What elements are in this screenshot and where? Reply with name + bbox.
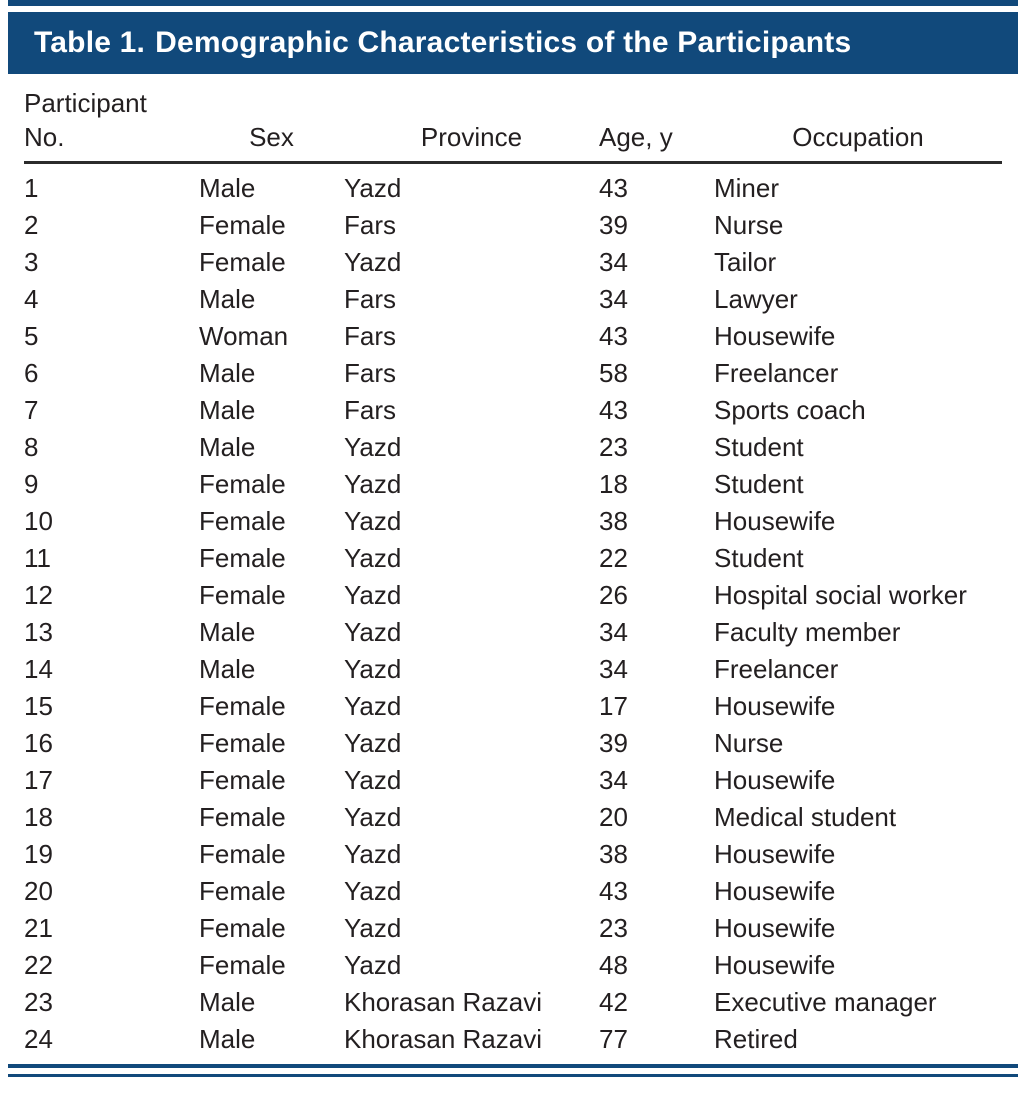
table-row — [24, 984, 1002, 1021]
cell-age: 22 — [599, 543, 628, 573]
cell-participant-no: 12 — [24, 580, 53, 610]
cell-age: 34 — [599, 284, 628, 314]
table-row — [24, 1021, 1002, 1058]
cell-province: Fars — [344, 284, 396, 314]
cell-age: 34 — [599, 617, 628, 647]
cell-age: 39 — [599, 728, 628, 758]
cell-age: 77 — [599, 1024, 628, 1054]
table-row — [24, 466, 1002, 503]
cell-occupation: Retired — [714, 1024, 798, 1054]
cell-sex: Female — [199, 728, 286, 758]
cell-sex: Male — [199, 1024, 256, 1054]
cell-occupation: Executive manager — [714, 987, 937, 1017]
cell-province: Khorasan Razavi — [344, 987, 542, 1017]
cell-sex: Female — [199, 913, 286, 943]
cell-sex: Female — [199, 950, 286, 980]
cell-province: Yazd — [344, 247, 402, 277]
cell-sex: Female — [199, 543, 286, 573]
cell-sex: Female — [199, 469, 286, 499]
table-row — [24, 836, 1002, 873]
table-header-row — [24, 86, 1002, 163]
cell-participant-no: 10 — [24, 506, 53, 536]
cell-province: Yazd — [344, 654, 402, 684]
table-row — [24, 762, 1002, 799]
table-wrap — [0, 74, 1026, 1058]
cell-occupation: Housewife — [714, 321, 836, 351]
cell-sex: Woman — [199, 321, 289, 351]
cell-age: 39 — [599, 210, 628, 240]
cell-province: Yazd — [344, 580, 402, 610]
table-row — [24, 614, 1002, 651]
cell-province: Yazd — [344, 728, 402, 758]
cell-participant-no: 19 — [24, 839, 53, 869]
table-row — [24, 873, 1002, 910]
cell-participant-no: 4 — [24, 284, 39, 314]
cell-province: Khorasan Razavi — [344, 1024, 542, 1054]
cell-sex: Male — [199, 173, 256, 203]
cell-occupation: Miner — [714, 173, 780, 203]
table-row — [24, 503, 1002, 540]
cell-age: 34 — [599, 247, 628, 277]
column-header-province: Province — [344, 86, 599, 163]
table-row — [24, 651, 1002, 688]
cell-participant-no: 7 — [24, 395, 39, 425]
cell-sex: Male — [199, 358, 256, 388]
table-title-band — [8, 12, 1018, 74]
table-number-label: Table 1. — [34, 26, 146, 59]
cell-age: 38 — [599, 506, 628, 536]
cell-participant-no: 13 — [24, 617, 53, 647]
cell-participant-no: 11 — [24, 543, 51, 573]
bottom-rule-1 — [8, 1064, 1018, 1068]
cell-age: 18 — [599, 469, 628, 499]
cell-sex: Male — [199, 395, 256, 425]
cell-participant-no: 14 — [24, 654, 53, 684]
cell-age: 23 — [599, 432, 628, 462]
cell-occupation: Student — [714, 432, 804, 462]
top-rule — [8, 0, 1018, 6]
cell-age: 34 — [599, 654, 628, 684]
bottom-rules — [8, 1064, 1018, 1077]
cell-occupation: Tailor — [714, 247, 777, 277]
table-row — [24, 799, 1002, 836]
column-header-occupation: Occupation — [714, 86, 1002, 163]
cell-province: Yazd — [344, 469, 402, 499]
cell-occupation: Housewife — [714, 506, 836, 536]
cell-province: Yazd — [344, 506, 402, 536]
cell-participant-no: 16 — [24, 728, 53, 758]
cell-occupation: Hospital social worker — [714, 580, 967, 610]
cell-sex: Female — [199, 876, 286, 906]
column-header-participant-no — [24, 86, 199, 163]
cell-province: Yazd — [344, 617, 402, 647]
cell-sex: Female — [199, 580, 286, 610]
cell-age: 43 — [599, 321, 628, 351]
cell-occupation: Nurse — [714, 728, 784, 758]
cell-occupation: Faculty member — [714, 617, 901, 647]
cell-participant-no: 24 — [24, 1024, 53, 1054]
cell-sex: Female — [199, 765, 286, 795]
cell-province: Yazd — [344, 950, 402, 980]
cell-sex: Female — [199, 210, 286, 240]
cell-sex: Female — [199, 691, 286, 721]
cell-participant-no: 8 — [24, 432, 39, 462]
table-row — [24, 725, 1002, 762]
demographics-table — [24, 86, 1002, 1058]
table-row — [24, 429, 1002, 466]
cell-participant-no: 22 — [24, 950, 53, 980]
cell-participant-no: 23 — [24, 987, 53, 1017]
table-body — [24, 163, 1002, 1059]
cell-age: 34 — [599, 765, 628, 795]
cell-province: Yazd — [344, 543, 402, 573]
cell-age: 48 — [599, 950, 628, 980]
cell-occupation: Medical student — [714, 802, 897, 832]
cell-province: Fars — [344, 358, 396, 388]
cell-occupation: Lawyer — [714, 284, 798, 314]
column-header-participant-line2: No. — [24, 122, 65, 152]
cell-occupation: Nurse — [714, 210, 784, 240]
column-header-participant-line1: Participant — [24, 88, 147, 118]
cell-participant-no: 17 — [24, 765, 53, 795]
cell-sex: Female — [199, 247, 286, 277]
cell-occupation: Housewife — [714, 950, 836, 980]
cell-occupation: Housewife — [714, 691, 836, 721]
cell-participant-no: 18 — [24, 802, 53, 832]
cell-province: Yazd — [344, 173, 402, 203]
cell-age: 43 — [599, 876, 628, 906]
cell-age: 43 — [599, 173, 628, 203]
table-title — [34, 26, 851, 60]
cell-age: 38 — [599, 839, 628, 869]
table-row — [24, 207, 1002, 244]
cell-occupation: Housewife — [714, 839, 836, 869]
cell-participant-no: 20 — [24, 876, 53, 906]
table-row — [24, 910, 1002, 947]
table-row — [24, 163, 1002, 208]
table-row — [24, 947, 1002, 984]
bottom-rule-2 — [8, 1074, 1018, 1077]
table-row — [24, 318, 1002, 355]
table-row — [24, 540, 1002, 577]
table-title-text: Demographic Characteristics of the Participants — [155, 26, 852, 59]
cell-occupation: Housewife — [714, 876, 836, 906]
cell-occupation: Housewife — [714, 913, 836, 943]
cell-age: 58 — [599, 358, 628, 388]
cell-occupation: Student — [714, 543, 804, 573]
cell-participant-no: 9 — [24, 469, 39, 499]
table-row — [24, 244, 1002, 281]
cell-age: 23 — [599, 913, 628, 943]
cell-participant-no: 15 — [24, 691, 53, 721]
cell-province: Yazd — [344, 876, 402, 906]
cell-province: Fars — [344, 210, 396, 240]
column-header-age: Age, y — [599, 86, 714, 163]
cell-age: 17 — [599, 691, 628, 721]
cell-province: Yazd — [344, 432, 402, 462]
cell-province: Yazd — [344, 691, 402, 721]
table-row — [24, 355, 1002, 392]
cell-occupation: Housewife — [714, 765, 836, 795]
table-row — [24, 392, 1002, 429]
cell-sex: Male — [199, 432, 256, 462]
cell-age: 20 — [599, 802, 628, 832]
column-header-sex: Sex — [199, 86, 344, 163]
cell-province: Fars — [344, 321, 396, 351]
cell-occupation: Sports coach — [714, 395, 866, 425]
table-row — [24, 688, 1002, 725]
cell-occupation: Student — [714, 469, 804, 499]
cell-province: Yazd — [344, 765, 402, 795]
cell-province: Yazd — [344, 802, 402, 832]
cell-participant-no: 6 — [24, 358, 39, 388]
table-header — [24, 86, 1002, 163]
cell-sex: Male — [199, 284, 256, 314]
cell-sex: Female — [199, 506, 286, 536]
cell-sex: Male — [199, 654, 256, 684]
cell-sex: Male — [199, 617, 256, 647]
cell-participant-no: 2 — [24, 210, 39, 240]
cell-participant-no: 1 — [24, 173, 39, 203]
cell-sex: Female — [199, 839, 286, 869]
cell-sex: Male — [199, 987, 256, 1017]
cell-occupation: Freelancer — [714, 358, 839, 388]
cell-participant-no: 5 — [24, 321, 39, 351]
table-row — [24, 577, 1002, 614]
cell-province: Fars — [344, 395, 396, 425]
table-row — [24, 281, 1002, 318]
cell-age: 26 — [599, 580, 628, 610]
cell-sex: Female — [199, 802, 286, 832]
cell-participant-no: 21 — [24, 913, 53, 943]
cell-occupation: Freelancer — [714, 654, 839, 684]
cell-age: 42 — [599, 987, 628, 1017]
cell-participant-no: 3 — [24, 247, 39, 277]
cell-age: 43 — [599, 395, 628, 425]
cell-province: Yazd — [344, 913, 402, 943]
cell-province: Yazd — [344, 839, 402, 869]
